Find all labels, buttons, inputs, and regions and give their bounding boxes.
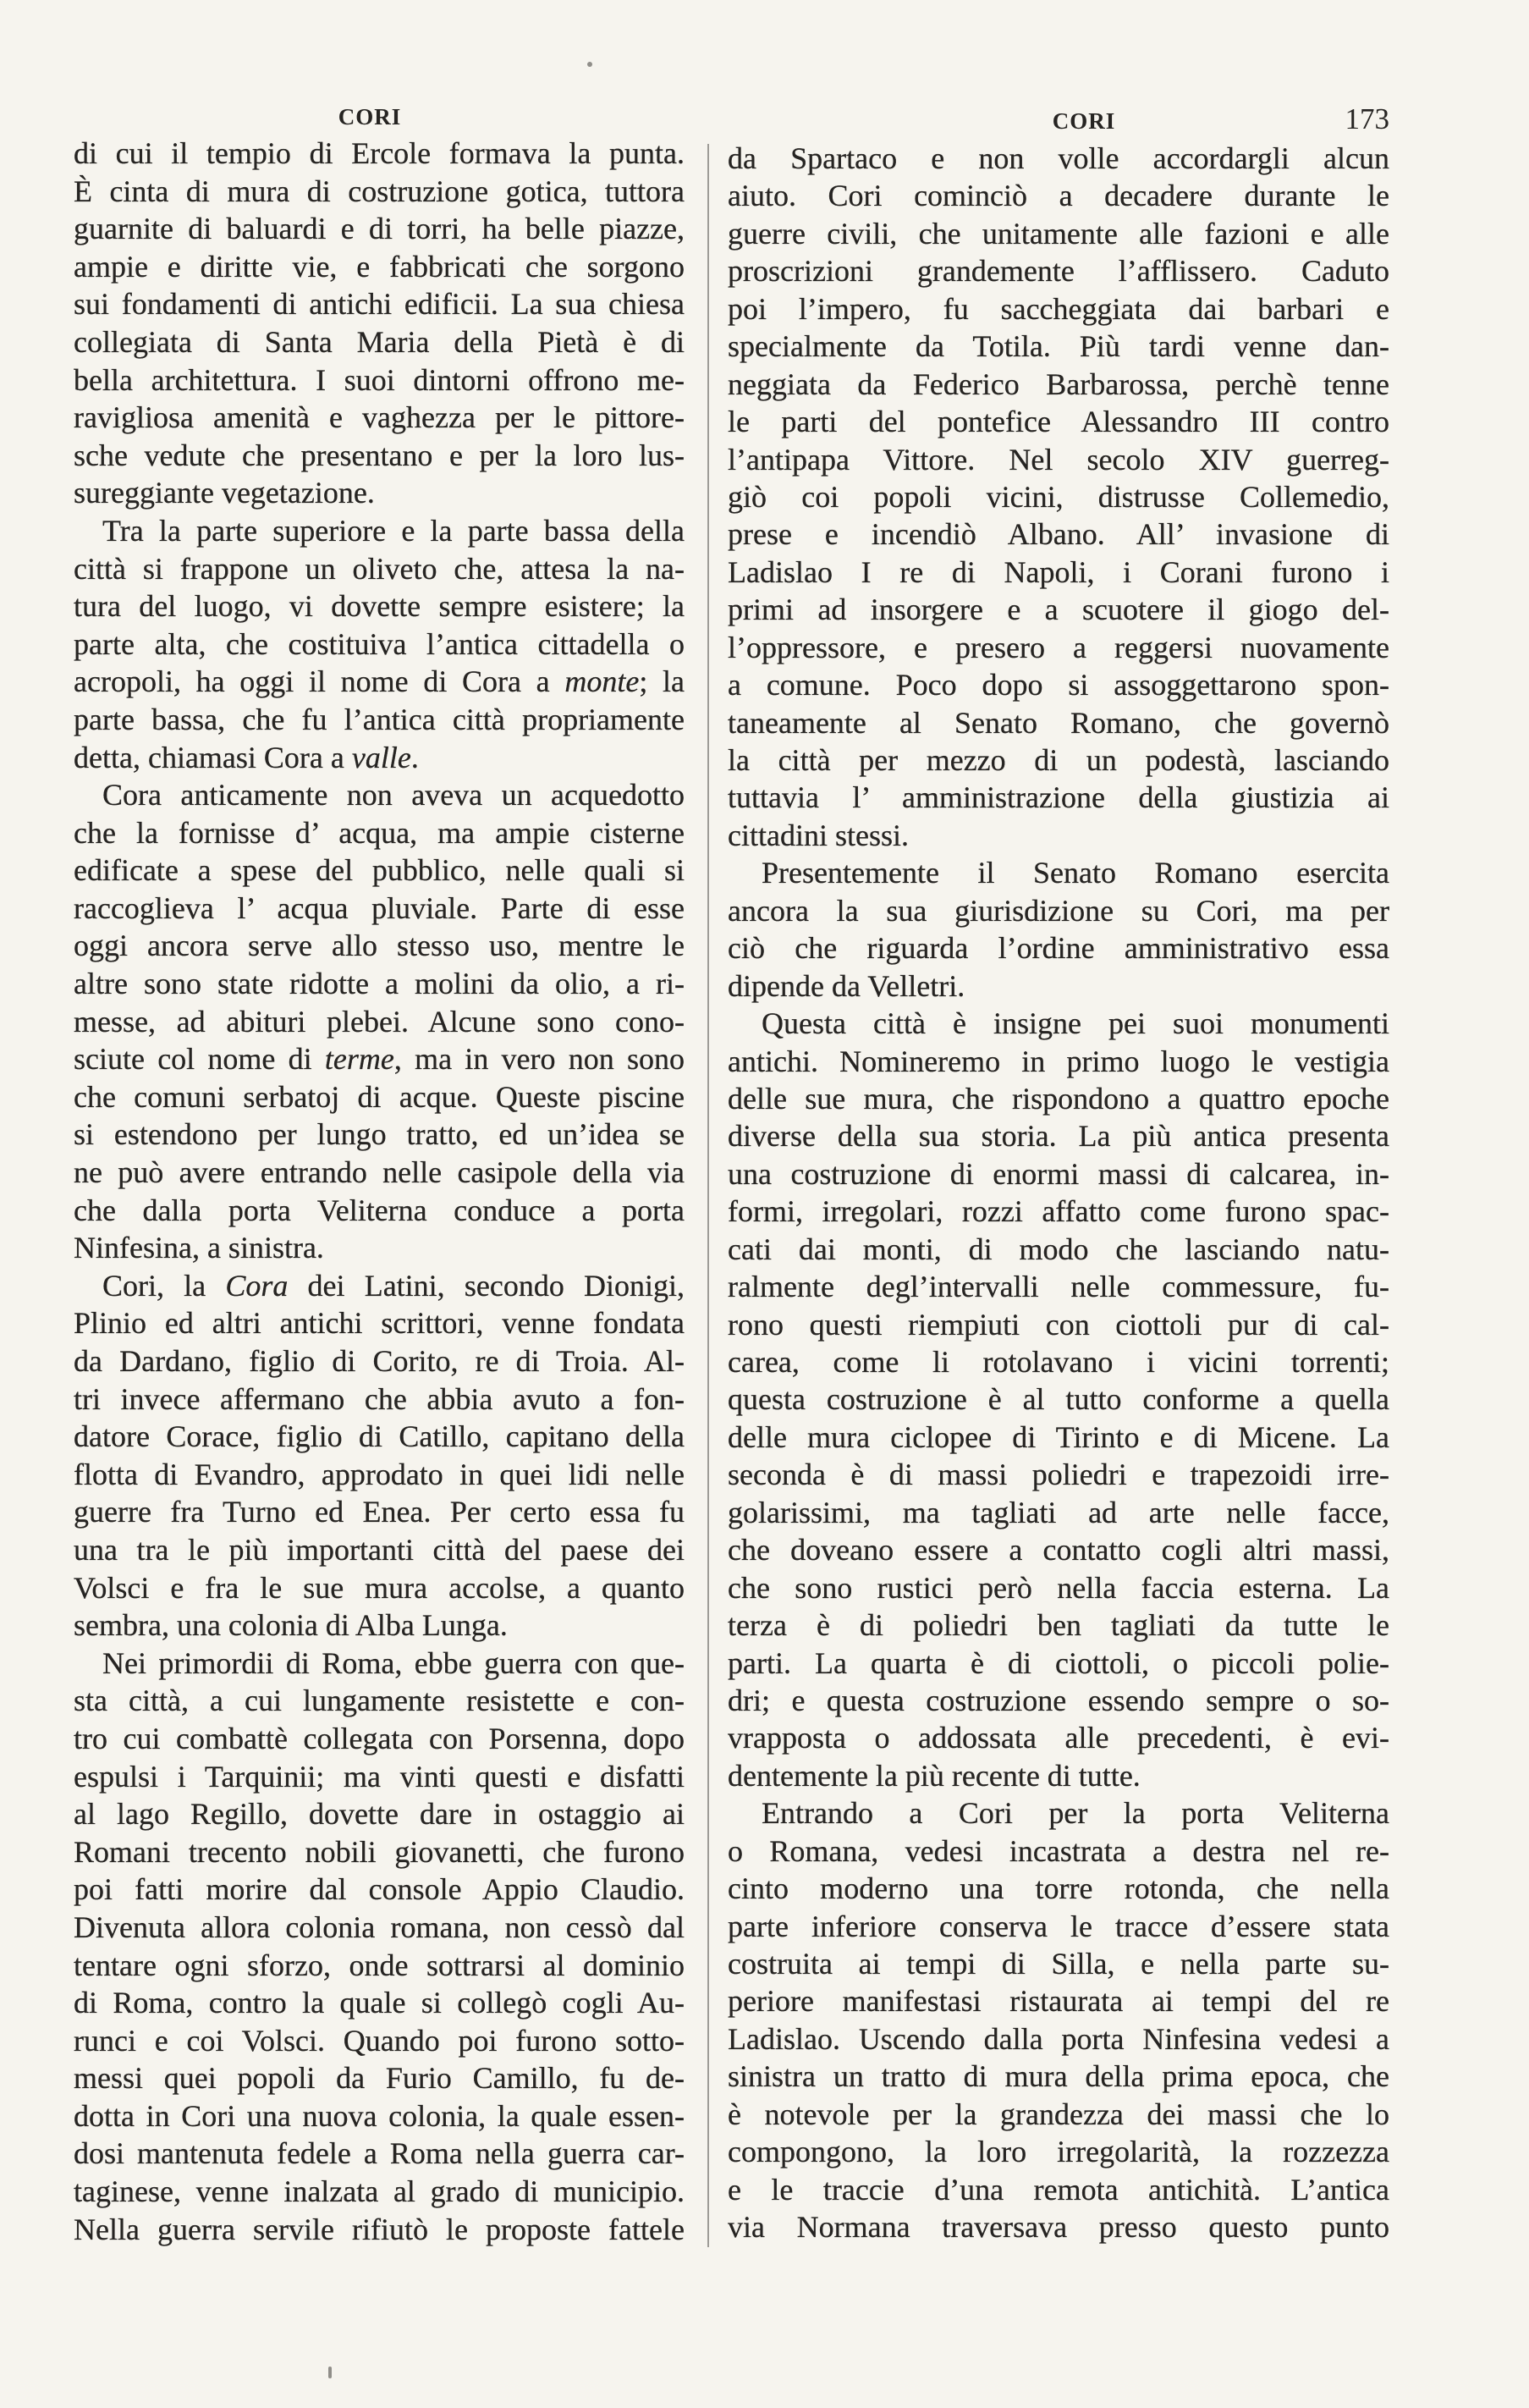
- text-line: al lago Regillo, dovette dare in ostaggio ai: [74, 1797, 685, 1832]
- text-line: ravigliosa amenità e vaghezza per le pittore-: [74, 400, 685, 435]
- text-line: che comuni serbatoj di acque. Queste piscine: [74, 1079, 685, 1114]
- text-line: Ladislao. Uscendo dalla porta Ninfesina vedesi a: [728, 2021, 1389, 2056]
- text-line: Cora anticamente non aveva un acquedotto: [102, 778, 685, 813]
- text-line: da Spartaco e non volle accordargli alcun: [728, 141, 1389, 175]
- text-line: Questa città è insigne pei suoi monumenti: [762, 1006, 1389, 1041]
- text-line: Divenuta allora colonia romana, non cessò dal: [74, 1909, 685, 1944]
- text-line: poi fatti morire dal console Appio Claudio.: [74, 1872, 685, 1907]
- text-line: l’antipapa Vittore. Nel secolo XIV guerreg-: [728, 442, 1389, 477]
- left-column: [74, 135, 685, 2248]
- text-line: dri; e questa costruzione essendo sempre o so-: [728, 1683, 1389, 1717]
- text-line: sche vedute che presentano e per la loro lus-: [74, 438, 685, 472]
- text-line: ne può avere entrando nelle casipole della via: [74, 1155, 685, 1190]
- text-line: è notevole per la grandezza dei massi che lo: [728, 2097, 1389, 2131]
- text-line: sui fondamenti di antichi edificii. La sua chiesa: [74, 287, 685, 322]
- text-segment: acropoli, ha oggi il nome di Cora a: [74, 664, 565, 699]
- text-line: runci e coi Volsci. Quando poi furono sotto-: [74, 2023, 685, 2058]
- text-line: prese e incendiò Albano. All’ invasione di: [728, 517, 1389, 552]
- text-line: carea, come li rotolavano i vicini torrenti;: [728, 1345, 1389, 1379]
- text-line: giò coi popoli vicini, distrusse Collemedio,: [728, 479, 1389, 514]
- text-line: di cui il tempio di Ercole formava la punta.: [74, 136, 685, 170]
- text-line: compongono, la loro irregolarità, la rozzezza: [728, 2135, 1389, 2169]
- text-line: tro cui combattè collegata con Porsenna, dopo: [74, 1721, 685, 1755]
- text-line: che sono rustici però nella faccia esterna. La: [728, 1570, 1389, 1605]
- text-segment: detta, chiamasi Cora a: [74, 740, 352, 774]
- text-line: parte inferiore conserva le tracce d’essere stata: [728, 1909, 1389, 1943]
- text-line: sembra, una colonia di Alba Lunga.: [74, 1608, 508, 1643]
- text-line: una costruzione di enormi massi di calcarea, in-: [728, 1156, 1389, 1191]
- text-line: Volsci e fra le sue mura accolse, a quanto: [74, 1570, 685, 1605]
- text-line: sureggiante vegetazione.: [74, 476, 375, 510]
- text-line: a comune. Poco dopo si assoggettarono spon-: [728, 668, 1389, 703]
- text-line: delle sue mura, che rispondono a quattro epoche: [728, 1081, 1389, 1116]
- italic-term: Cora: [225, 1268, 289, 1303]
- text-line: tentare ogni sforzo, onde sottrarsi al dominio: [74, 1948, 685, 1982]
- text-line: cittadini stessi.: [728, 818, 909, 852]
- text-line: o Romana, vedesi incastrata a destra nel re-: [728, 1833, 1389, 1868]
- text-line: bella architettura. I suoi dintorni offrono me-: [74, 362, 685, 397]
- text-line: messe, ad abituri plebei. Alcune sono cono-: [74, 1004, 685, 1039]
- text-line: parte alta, che costituiva l’antica cittadella o: [74, 626, 685, 661]
- text-line: che doveano essere a contatto cogli altri massi,: [728, 1533, 1389, 1568]
- text-line: taneamente al Senato Romano, che governò: [728, 705, 1389, 740]
- text-line: Entrando a Cori per la porta Veliterna: [762, 1796, 1389, 1831]
- text-line: sta città, a cui lungamente resistette e con-: [74, 1683, 685, 1718]
- text-line: parte bassa, che fu l’antica città propriamente: [74, 702, 685, 736]
- text-line: e le traccie d’una remota antichità. L’antica: [728, 2172, 1389, 2207]
- text-line: [74, 663, 685, 701]
- text-line: le parti del pontefice Alessandro III contro: [728, 405, 1389, 439]
- text-line: oggi ancora serve allo stesso uso, mentre le: [74, 928, 685, 963]
- text-line: espulsi i Tarquinii; ma vinti questi e disfatti: [74, 1759, 685, 1794]
- text-line: altre sono state ridotte a molini da olio, a ri-: [74, 967, 685, 1001]
- right-column: [728, 140, 1389, 2246]
- text-line: Presentemente il Senato Romano esercita: [762, 856, 1389, 890]
- text-line: periore manifestasi ristaurata ai tempi del re: [728, 1984, 1389, 2019]
- text-line: città si frappone un oliveto che, attesa la na-: [74, 551, 685, 586]
- text-line: specialmente da Totila. Più tardi venne dan-: [728, 329, 1389, 364]
- text-line: diverse della sua storia. La più antica presenta: [728, 1119, 1389, 1154]
- text-line: seconda è di massi poliedri e trapezoidi irre-: [728, 1457, 1389, 1492]
- text-line: poi l’impero, fu saccheggiata dai barbari e: [728, 291, 1389, 326]
- text-segment: ; la: [639, 664, 685, 699]
- text-line: parti. La quarta è di ciottoli, o piccoli polie-: [728, 1645, 1389, 1680]
- page-number: 173: [1345, 102, 1389, 135]
- text-line: guarnite di baluardi e di torri, ha belle piazze,: [74, 212, 685, 246]
- text-line: delle mura ciclopee di Tirinto e di Micene. La: [728, 1419, 1389, 1454]
- text-line: antichi. Nomineremo in primo luogo le vestigia: [728, 1044, 1389, 1078]
- text-line: questa costruzione è al tutto conforme a quella: [728, 1382, 1389, 1417]
- text-line: Tra la parte superiore e la parte bassa della: [102, 513, 685, 548]
- text-line: dosi mantenuta fedele a Roma nella guerra car-: [74, 2136, 685, 2171]
- text-line: da Dardano, figlio di Corito, re di Troia. Al-: [74, 1344, 685, 1378]
- text-line: formi, irregolari, rozzi affatto come furono spac-: [728, 1194, 1389, 1229]
- text-line: golarissimi, ma tagliati ad arte nelle facce,: [728, 1495, 1389, 1529]
- text-line: Nei primordii di Roma, ebbe guerra con que-: [102, 1645, 685, 1680]
- text-line: ampie e diritte vie, e fabbricati che sorgono: [74, 249, 685, 284]
- text-segment: Cori, la: [102, 1268, 226, 1303]
- text-line: ancora la sua giurisdizione su Cori, ma per: [728, 893, 1389, 928]
- running-head-left: CORI: [338, 104, 402, 129]
- text-line: tri invece affermano che abbia avuto a fon-: [74, 1381, 685, 1416]
- text-line: cati dai monti, di modo che lasciando natu-: [728, 1232, 1389, 1266]
- text-line: edificate a spese del pubblico, nelle quali si: [74, 853, 685, 888]
- text-line: neggiata da Federico Barbarossa, perchè tenne: [728, 366, 1389, 401]
- text-line: Ladislao I re di Napoli, i Corani furono i: [728, 554, 1389, 589]
- text-line: datore Corace, figlio di Catillo, capitano della: [74, 1419, 685, 1454]
- text-line: tura del luogo, vi dovette sempre esistere; la: [74, 589, 685, 624]
- text-line: [74, 1267, 685, 1305]
- scan-speck: [587, 62, 592, 67]
- text-line: si estendono per lungo tratto, ed un’idea se: [74, 1117, 685, 1152]
- text-line: terza è di poliedri ben tagliati da tutte le: [728, 1608, 1389, 1643]
- text-line: raccoglieva l’ acqua pluviale. Parte di esse: [74, 890, 685, 925]
- text-line: che dalla porta Veliterna conduce a porta: [74, 1193, 685, 1227]
- text-line: proscrizioni grandemente l’afflissero. Caduto: [728, 254, 1389, 289]
- text-line: ciò che riguarda l’ordine amministrativo essa: [728, 931, 1389, 966]
- text-line: [74, 739, 685, 777]
- text-line: ralmente degl’intervalli nelle commessure, fu-: [728, 1270, 1389, 1304]
- text-line: rono questi riempiuti con ciottoli pur di cal-: [728, 1307, 1389, 1342]
- text-line: messi quei popoli da Furio Camillo, fu de-: [74, 2061, 685, 2096]
- running-head-right: CORI: [1052, 108, 1116, 134]
- text-line: vrapposta o addossata alle precedenti, è evi-: [728, 1721, 1389, 1755]
- text-line: dentemente la più recente di tutte.: [728, 1758, 1141, 1793]
- text-line: guerre fra Turno ed Enea. Per certo essa fu: [74, 1495, 685, 1529]
- text-line: di Roma, contro la quale si collegò cogli Au-: [74, 1986, 685, 2020]
- text-line: sinistra un tratto di mura della prima epoca, che: [728, 2059, 1389, 2094]
- scan-speck: [328, 2367, 332, 2378]
- text-line: collegiata di Santa Maria della Pietà è di: [74, 324, 685, 359]
- text-segment: sciute col nome di: [74, 1042, 325, 1077]
- text-segment: .: [410, 740, 419, 774]
- text-line: aiuto. Cori cominciò a decadere durante le: [728, 179, 1389, 213]
- text-line: È cinta di mura di costruzione gotica, tuttora: [74, 174, 685, 208]
- text-line: guerre civili, che unitamente alle fazioni e alle: [728, 216, 1389, 251]
- text-segment: , ma in vero non sono: [393, 1042, 685, 1077]
- text-line: la città per mezzo di un podestà, lasciando: [728, 743, 1389, 777]
- text-line: Nella guerra servile rifiutò le proposte fattele: [74, 2212, 685, 2246]
- text-line: dipende da Velletri.: [728, 968, 965, 1003]
- text-line: l’oppressore, e presero a reggersi nuovamente: [728, 630, 1389, 664]
- text-line: che la fornisse d’ acqua, ma ampie cisterne: [74, 815, 685, 850]
- text-line: primi ad insorgere e a scuotere il giogo del-: [728, 592, 1389, 627]
- text-line: Plinio ed altri antichi scrittori, venne fondata: [74, 1306, 685, 1341]
- italic-term: valle: [351, 740, 411, 774]
- text-line: taginese, venne inalzata al grado di municipio.: [74, 2174, 685, 2209]
- text-line: flotta di Evandro, approdato in quei lidi nelle: [74, 1457, 685, 1491]
- text-line: cinto moderno una torre rotonda, che nella: [728, 1871, 1389, 1906]
- text-line: costruita ai tempi di Silla, e nella parte su-: [728, 1947, 1389, 1981]
- italic-term: terme: [324, 1042, 394, 1077]
- text-line: Ninfesina, a sinistra.: [74, 1231, 324, 1265]
- text-line: [74, 1040, 685, 1078]
- text-segment: dei Latini, secondo Dionigi,: [288, 1268, 685, 1303]
- text-line: Romani trecento nobili giovanetti, che furono: [74, 1834, 685, 1869]
- text-line: una tra le più importanti città del paese dei: [74, 1532, 685, 1567]
- text-line: tuttavia l’ amministrazione della giustizia ai: [728, 780, 1389, 815]
- text-line: via Normana traversava presso questo punto: [728, 2210, 1389, 2245]
- text-line: dotta in Cori una nuova colonia, la quale essen-: [74, 2098, 685, 2133]
- italic-term: monte: [564, 664, 640, 699]
- column-rule: [707, 144, 709, 2247]
